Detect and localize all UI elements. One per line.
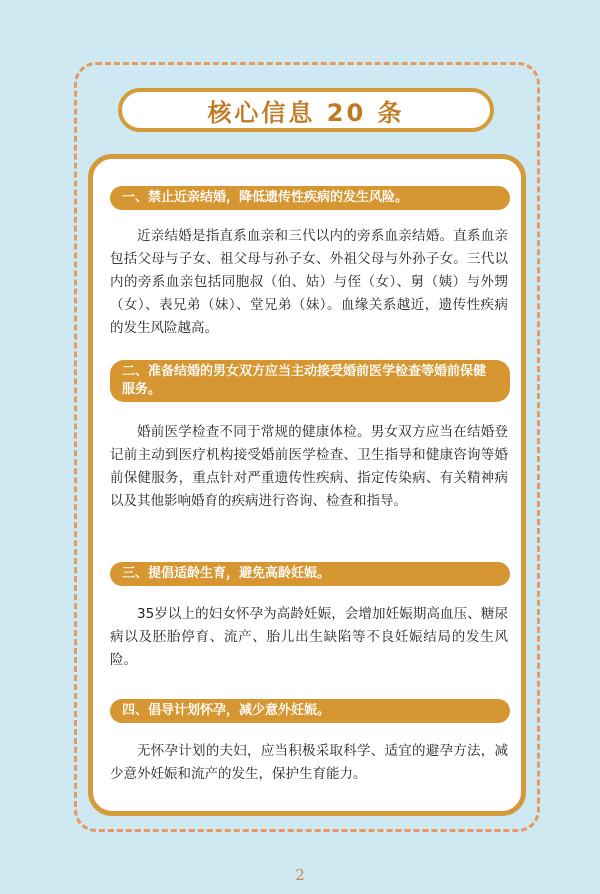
title-banner bbox=[118, 88, 494, 132]
page-number: 2 bbox=[295, 866, 305, 884]
section-heading-1: 一、禁止近亲结婚，降低遗传性疾病的发生风险。 bbox=[110, 186, 510, 210]
section-body-2: 婚前医学检查不同于常规的健康体检。男女双方应当在结婚登记前主动到医疗机构接受婚前医学检查、卫生指导和健康咨询等婚前保健服务，重点针对严重遗传性疾病、指定传染病、有关精神病以及其他影响婚育的疾病进行咨询、检查和指导。 bbox=[110, 424, 508, 509]
section-body-1: 近亲结婚是指直系血亲和三代以内的旁系血亲结婚。直系血亲包括父母与子女、祖父母与孙子女、外祖父母与外孙子女。三代以内的旁系血亲包括同胞叔（伯、姑）与侄（女）、舅（姨）与外甥（女）、表兄弟（妹）、堂兄弟（妹）。血缘关系越近，遗传性疾病的发生风险越高。 bbox=[110, 228, 508, 336]
section-body-4: 无怀孕计划的夫妇，应当积极采取科学、适宜的避孕方法，减少意外妊娠和流产的发生，保护生育能力。 bbox=[110, 743, 508, 782]
page-title: 核心信息 20 条 bbox=[207, 98, 405, 127]
section-heading-4: 四、倡导计划怀孕，减少意外妊娠。 bbox=[110, 699, 510, 723]
section-body-3: 35岁以上的妇女怀孕为高龄妊娠，会增加妊娠期高血压、糖尿病以及胚胎停育、流产、胎儿出生缺陷等不良妊娠结局的发生风险。 bbox=[110, 606, 508, 668]
section-heading-3: 三、提倡适龄生育，避免高龄妊娠。 bbox=[110, 562, 510, 586]
section-heading-2: 二、准备结婚的男女双方应当主动接受婚前医学检查等婚前保健服务。 bbox=[110, 360, 510, 402]
